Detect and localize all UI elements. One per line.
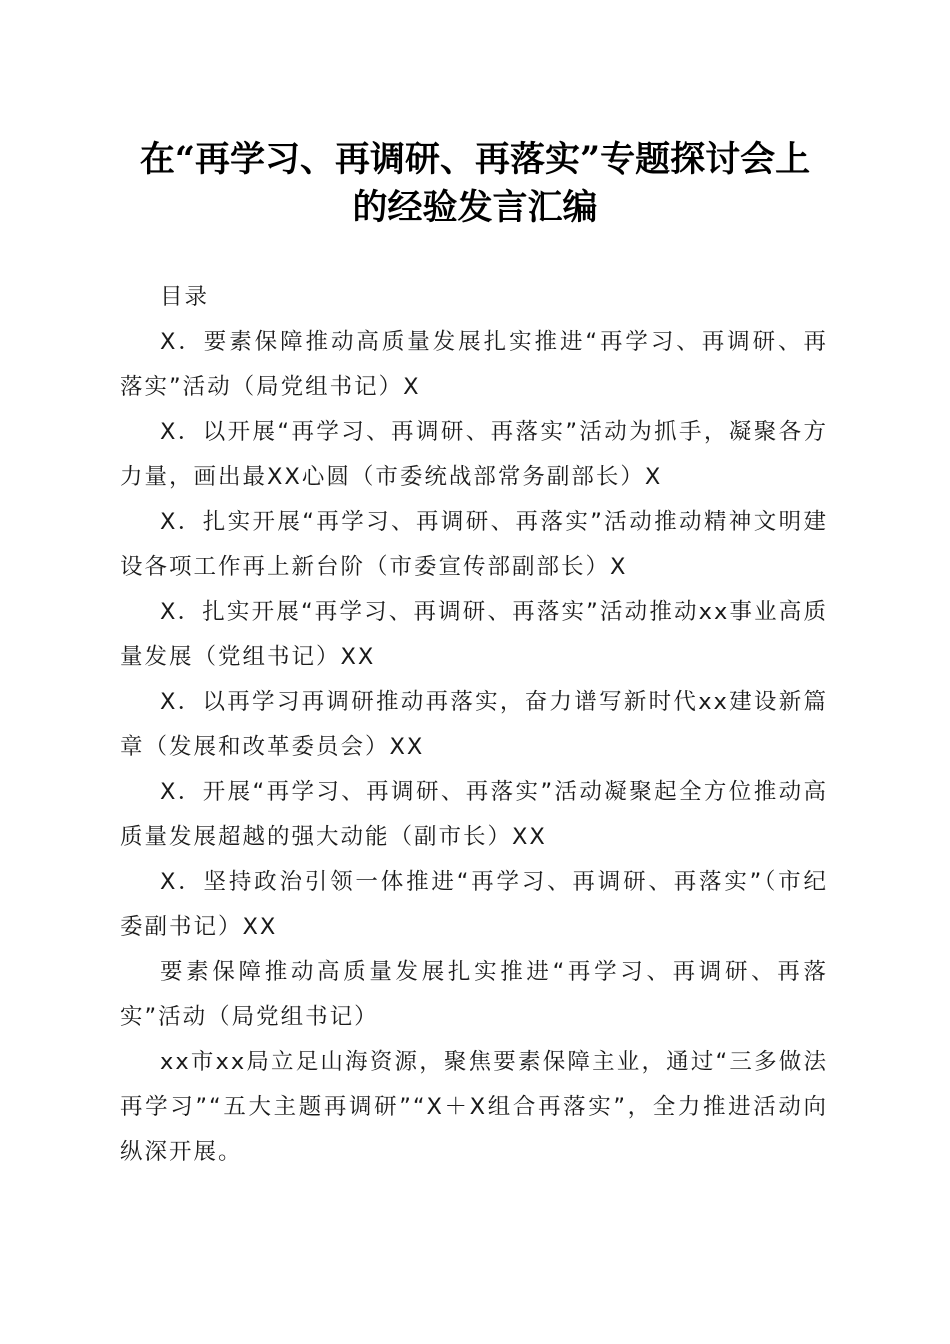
toc-item: X．开展“再学习、再调研、再落实”活动凝聚起全方位推动高质量发展超越的强大动能（副市长）XX — [120, 779, 828, 850]
title-line-2: 的经验发言汇编 — [352, 187, 598, 228]
toc-item: X．坚持政治引领一体推进“再学习、再调研、再落实”（市纪委副书记）XX — [120, 869, 828, 940]
toc-item: X．要素保障推动高质量发展扎实推进“再学习、再调研、再落实”活动（局党组书记）X — [120, 329, 828, 400]
toc-item: X．以开展“再学习、再调研、再落实”活动为抓手，凝聚各方力量，画出最XX心圆（市委统战部常务副部长）X — [120, 419, 828, 490]
document-body — [120, 275, 828, 1175]
title-line-1: 在“再学习、再调研、再落实”专题探讨会上 — [139, 139, 811, 180]
toc-item: X．扎实开展“再学习、再调研、再落实”活动推动精神文明建设各项工作再上新台阶（市委宣传部副部长）X — [120, 509, 828, 580]
toc-item: X．扎实开展“再学习、再调研、再落实”活动推动xx事业高质量发展（党组书记）XX — [120, 599, 828, 670]
toc-item: X．以再学习再调研推动再落实，奋力谱写新时代xx建设新篇章（发展和改革委员会）XX — [120, 689, 828, 760]
intro-paragraph: xx市xx局立足山海资源，聚焦要素保障主业，通过“三多做法再学习”“五大主题再调研”“X＋X组合再落实”，全力推进活动向纵深开展。 — [120, 1049, 828, 1165]
section-heading: 要素保障推动高质量发展扎实推进“再学习、再调研、再落实”活动（局党组书记） — [120, 959, 828, 1030]
toc-heading: 目录 — [160, 284, 210, 310]
document-title — [100, 136, 850, 232]
